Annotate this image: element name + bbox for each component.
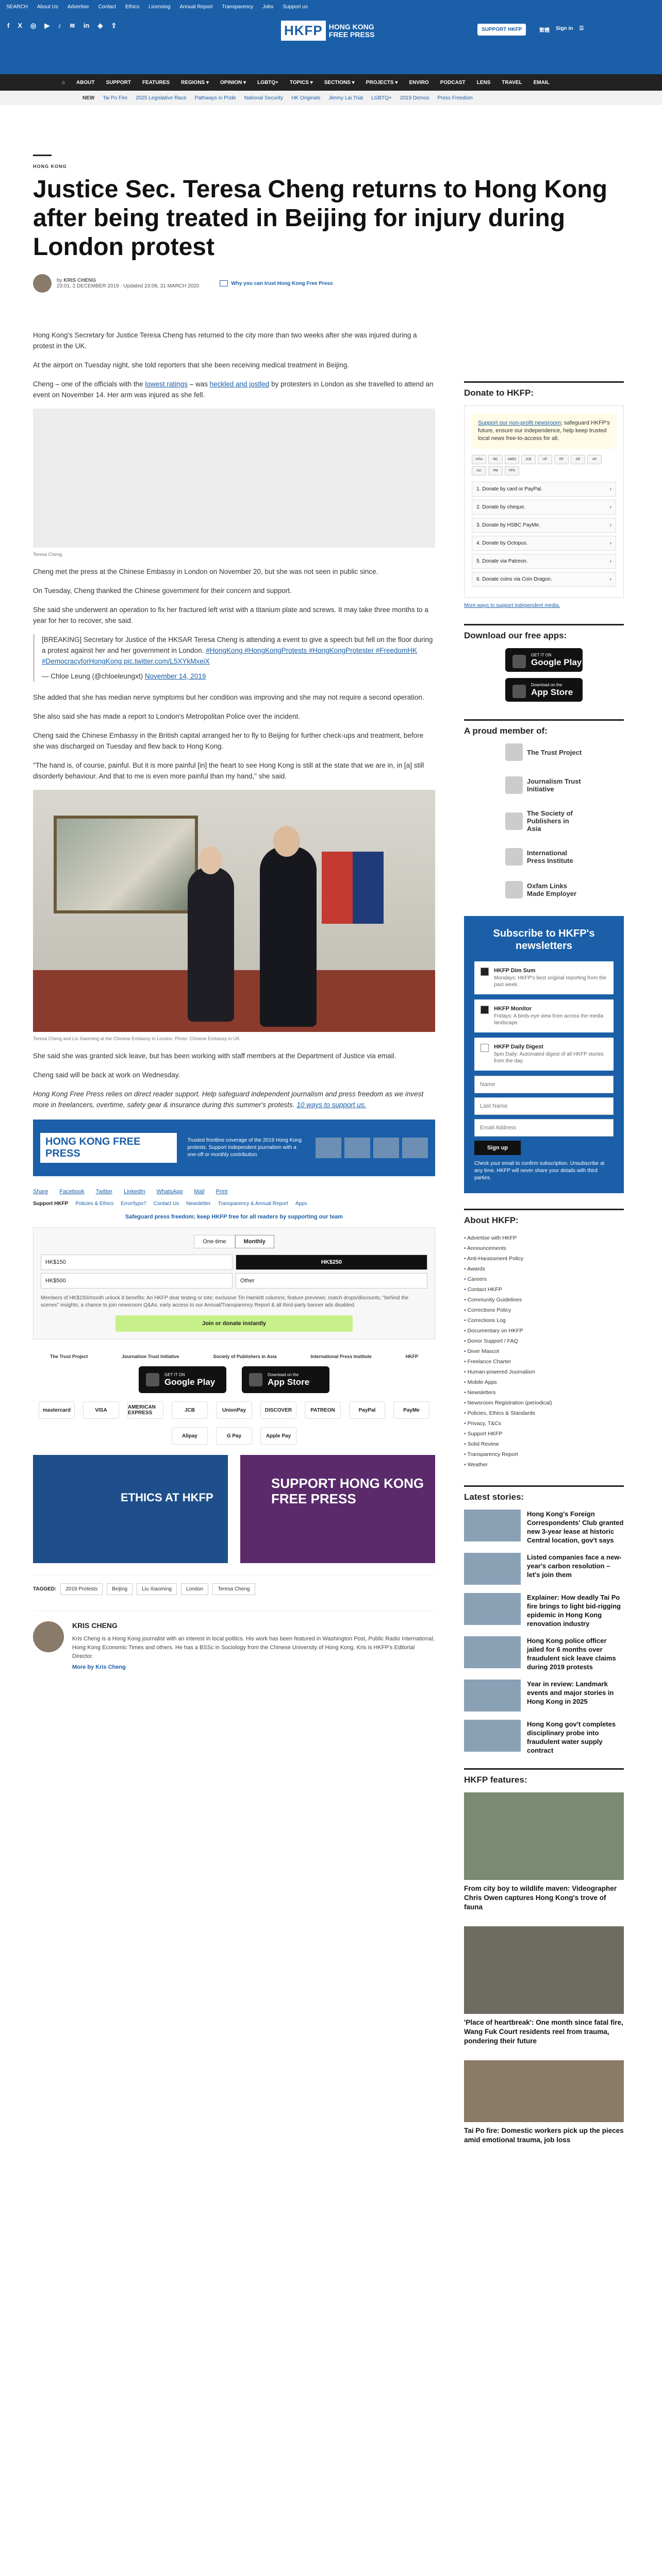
apps-heading: Download our free apps: — [464, 624, 624, 641]
payment-logo: Alipay — [172, 1427, 208, 1445]
author-name[interactable]: KRIS CHENG — [63, 278, 96, 283]
google-play-button[interactable]: GET IT ON Google Play — [139, 1366, 226, 1393]
tags-label: TAGGED: — [33, 1586, 57, 1592]
nav-item[interactable]: LENS — [476, 79, 491, 86]
footer-link[interactable]: Contact Us — [153, 1201, 179, 1207]
payment-logo: mastercard — [39, 1401, 75, 1419]
topbar-search[interactable]: SEARCH — [6, 4, 28, 10]
story-item[interactable]: Hong Kong gov't completes disciplinary probe into fraudulent water supply contract — [464, 1720, 624, 1755]
share-mail[interactable]: Mail — [194, 1189, 205, 1195]
footer-link[interactable]: Support HKFP — [33, 1201, 69, 1207]
trust-logo[interactable]: Society of Publishers in Asia — [213, 1354, 277, 1359]
card-logo: UP — [538, 455, 552, 464]
footer-link[interactable]: Newsletter — [186, 1201, 211, 1207]
site-logo[interactable] — [281, 21, 374, 41]
image-caption: Teresa Cheng. — [33, 552, 63, 557]
latest-stories — [464, 1485, 624, 1755]
nav-item[interactable]: TRAVEL — [502, 79, 522, 86]
topbar-link[interactable]: Transparency — [222, 4, 254, 10]
nav-item[interactable]: REGIONS ▾ — [181, 79, 209, 86]
payment-logo: Apple Pay — [260, 1427, 296, 1445]
trust-logo[interactable]: Journalism Trust Initiative — [122, 1354, 179, 1359]
trust-label: Why you can trust Hong Kong Free Press — [231, 280, 333, 286]
tag[interactable]: 2019 Protests — [60, 1583, 103, 1595]
newsletter-option[interactable]: HKFP Daily Digest 5pm Daily: Automated digest of all HKFP stories from the day. — [474, 1038, 614, 1071]
donate-option[interactable]: 2. Donate by cheque. › — [472, 500, 616, 515]
photo-caption: Teresa Cheng and Liu Xiaoming at the Chinese Embassy in London. Photo: Chinese Embassy in UK. — [33, 1036, 241, 1041]
paragraph: She also said she has made a report to London's Metropolitan Police over the incident. — [33, 713, 301, 720]
payment-logo: VISA — [83, 1401, 119, 1419]
share-bar — [33, 1189, 435, 1195]
top-utility-bar — [0, 0, 662, 13]
nav-item[interactable]: ENVIRO — [409, 79, 429, 86]
title-rule — [33, 155, 52, 156]
donate-panel — [464, 405, 624, 598]
first-name-field[interactable]: Name — [474, 1076, 614, 1093]
member-logo[interactable]: The Trust Project — [505, 743, 583, 761]
about-link[interactable]: • Mobile Apps — [464, 1377, 624, 1387]
nav-item[interactable]: EMAIL — [533, 79, 550, 86]
feature-item[interactable]: Tai Po fire: Domestic workers pick up the pieces amid emotional trauma, job loss — [464, 2060, 624, 2145]
payment-logo: PayMe — [393, 1401, 429, 1419]
donate-intro: Support our non-profit newsroom; safeguard HKFP's future, ensure our independence, help keep trusted local news free-to-access for all. — [472, 413, 616, 449]
inline-link[interactable]: heckled and jostled — [209, 380, 270, 388]
about-link[interactable]: • Awards — [464, 1264, 624, 1274]
support-appeal: Hong Kong Free Press relies on direct reader support. Help safeguard independent journalism and press freedom as we invest more in freelancers, overtime, safety gear & insurance during this summer's protests. 10 ways to support us. — [33, 1090, 424, 1109]
trending-link[interactable]: 2019 Demos — [400, 95, 429, 101]
tweet-date-link[interactable]: November 14, 2019 — [144, 672, 206, 680]
about-link[interactable]: • Solid Review — [464, 1439, 624, 1449]
amount-option-selected[interactable]: HK$250 — [236, 1255, 427, 1270]
about-link[interactable]: • Community Guidelines — [464, 1295, 624, 1305]
article-body — [33, 330, 435, 1670]
story-thumbnail — [464, 1553, 521, 1585]
nav-item[interactable]: PODCAST — [440, 79, 466, 86]
header-actions — [539, 26, 584, 33]
author-bio: Kris Cheng is a Hong Kong journalist with an interest in local politics. His work has been featured in Washington Post, Public Radio International, Hong Kong Economic Times and others. He has a BSSc in Sociology from the Chinese University of Hong Kong. Kris is HKFP's Editorial Director. — [72, 1636, 435, 1659]
trust-logo[interactable]: The Trust Project — [49, 1354, 88, 1359]
card-logo: MC — [488, 455, 503, 464]
banner-subtitle: Trusted frontline coverage of the 2019 Hong Kong protests. Support independent journalism with a one-off or monthly contribution — [187, 1138, 302, 1158]
video-title: ETHICS AT HKFP — [121, 1491, 213, 1504]
chevron-right-icon: › — [609, 486, 611, 492]
about-link[interactable]: • Newsroom Registration (periodical) — [464, 1398, 624, 1408]
about-link[interactable]: • Careers — [464, 1274, 624, 1284]
payment-logo: PayPal — [349, 1401, 385, 1419]
about-link[interactable]: • Anti-Harassment Policy — [464, 1253, 624, 1264]
paragraph: Cheng said the Chinese Embassy in the British capital arranged her to fly to Beijing for further check-ups and treatment, before she was discharged on Tuesday and flew back to Hong Kong. — [33, 732, 424, 750]
donate-option[interactable]: 6. Donate coins via Coin Dragon. › — [472, 572, 616, 587]
donate-option[interactable]: 4. Donate by Octopus. › — [472, 536, 616, 551]
topbar-link[interactable]: Licensing — [148, 4, 171, 10]
about-link[interactable]: • Diver Mascot — [464, 1346, 624, 1357]
topbar-link[interactable]: Support us — [283, 4, 308, 10]
payment-logo: G Pay — [216, 1427, 252, 1445]
amount-option[interactable]: HK$500 — [41, 1273, 233, 1289]
feature-item[interactable]: From city boy to wildlife maven: Videographer Chris Owen captures Hong Kong's trove of fauna — [464, 1792, 624, 1912]
trust-logos-row — [33, 1354, 435, 1359]
logo-wordmark: HONG KONG FREE PRESS — [328, 22, 375, 39]
home-icon[interactable]: ⌂ — [62, 79, 65, 86]
member-logos — [464, 743, 624, 899]
language-switch[interactable]: 繁體 — [539, 28, 550, 33]
newsletter-option[interactable]: HKFP Monitor Fridays: A birds-eye view from across the media landscape. — [474, 999, 614, 1032]
support-hkfp-button[interactable]: SUPPORT HKFP — [477, 24, 526, 36]
about-link[interactable]: • Contact HKFP — [464, 1284, 624, 1295]
member-logo[interactable]: Journalism Trust Initiative — [505, 776, 583, 794]
topbar-link[interactable]: Advertise — [67, 4, 89, 10]
nav-item[interactable]: PROJECTS ▾ — [366, 79, 398, 86]
card-logo: AMEX — [505, 455, 519, 464]
donation-widget — [33, 1227, 435, 1340]
author-name[interactable]: KRIS CHENG — [72, 1621, 118, 1630]
app-store-button[interactable]: Download on the App Store — [505, 678, 583, 702]
google-play-icon — [512, 655, 526, 668]
x-icon[interactable]: X — [18, 22, 23, 29]
story-item[interactable]: Hong Kong police officer jailed for 6 months over fraudulent sick leave claims during 2019 protests — [464, 1636, 624, 1671]
banner-title: HONG KONG FREE PRESS — [40, 1133, 177, 1163]
card-logo: AP — [587, 455, 602, 464]
newsletter-heading: Subscribe to HKFP's newsletters — [493, 928, 595, 952]
topbar-link[interactable]: Jobs — [262, 4, 274, 10]
payment-methods — [33, 1401, 435, 1445]
paragraph: She said she was granted sick leave, but has been working with staff members at the Department of Justice via email. — [33, 1052, 396, 1060]
payment-logo: UnionPay — [216, 1401, 252, 1419]
menu-icon[interactable]: ☰ — [579, 26, 584, 31]
google-play-button[interactable]: GET IT ON Google Play — [505, 648, 583, 672]
tag[interactable]: Liu Xiaoming — [137, 1583, 177, 1595]
app-store-button[interactable]: Download on the App Store — [242, 1366, 329, 1393]
tag[interactable]: London — [181, 1583, 208, 1595]
paragraph: She added that she has median nerve symptoms but her condition was improving and she may not require a second operation. — [33, 693, 424, 701]
about-link[interactable]: • Documentary on HKFP — [464, 1326, 624, 1336]
donate-option[interactable]: 3. Donate by HSBC PayMe. › — [472, 518, 616, 533]
about-link[interactable]: • Announcements — [464, 1243, 624, 1253]
paragraph: She said she underwent an operation to fix her fractured left wrist with a titanium plate and screws. It may take three months to a year for her to recover, she said. — [33, 606, 428, 624]
member-benefits-note: Members of HK$150/month unlock 8 benefits: An HKFP dear testing or tote; exclusive Tin Hamlett columns; feature previews; match drops/discounts; "behind the scenes" insights; a chance to join newsroom Q&As; early access to our Annual/Transparency Report & all third-party banner ads disabled. — [41, 1295, 409, 1308]
card-logo: JCB — [521, 455, 536, 464]
email-field[interactable]: Email Address — [474, 1119, 614, 1137]
footer-link[interactable]: Error/typo? — [121, 1201, 146, 1207]
sign-up-button[interactable]: Sign up — [474, 1141, 521, 1155]
card-logo: ALI — [472, 466, 486, 476]
newsletter-signup — [464, 916, 624, 1193]
footer-link[interactable]: Transparency & Annual Report — [218, 1201, 288, 1207]
ethics-video[interactable] — [33, 1455, 228, 1563]
card-logo: GP — [571, 455, 585, 464]
paragraph: Cheng said will be back at work on Wednesday. — [33, 1071, 180, 1079]
nav-item[interactable]: SUPPORT — [106, 79, 131, 86]
byline: by KRIS CHENG 23:01, 2 DECEMBER 2019 · Updated 23:08, 31 MARCH 2020 Why you can trust Hong Kong Free Press — [33, 274, 333, 293]
member-logo[interactable]: Oxfam Links Made Employer — [505, 881, 583, 899]
story-thumbnail — [464, 1510, 521, 1541]
trust-logo[interactable]: HKFP — [405, 1354, 419, 1359]
monthly-option[interactable]: Monthly — [235, 1235, 274, 1248]
publish-date: 23:01, 2 DECEMBER 2019 — [57, 283, 119, 289]
topbar-link[interactable]: Contact — [98, 4, 116, 10]
about-heading: About HKFP: — [464, 1209, 624, 1226]
about-link[interactable]: • Donor Support / FAQ — [464, 1336, 624, 1346]
donate-heading: Donate to HKFP: — [464, 381, 624, 398]
inline-link[interactable]: lowest ratings — [145, 380, 188, 388]
story-thumbnail — [464, 1593, 521, 1625]
apple-icon — [512, 685, 526, 698]
latest-heading: Latest stories: — [464, 1485, 624, 1502]
banner-images — [316, 1138, 428, 1158]
paragraph: "The hand is, of course, painful. But it is more painful [in] the heart to see Hong Kong is still at the state that we are in, in [a] still disorderly behaviour. And that to me is even more painful than my hand," she said. — [33, 761, 424, 780]
author-avatar[interactable] — [33, 1621, 64, 1652]
features-heading: HKFP features: — [464, 1768, 624, 1785]
tweet-hashtags[interactable]: #HongKong #HongKongProtests #HongKongProtester #FreedomHK #DemocracyforHongKong pic.twitter.com/L5XYkMxeiX — [42, 647, 417, 665]
new-label: NEW — [82, 95, 95, 101]
paragraph: Cheng – one of the officials with the lowest ratings – was heckled and jostled by protesters in London as she travelled to attend an event on November 14. Her arm was injured as she fell. — [33, 380, 434, 399]
paragraph: On Tuesday, Cheng thanked the Chinese government for their concern and support. — [33, 587, 292, 595]
join-donate-button[interactable]: Join or donate instantly — [115, 1315, 353, 1332]
support-banner[interactable] — [33, 1120, 435, 1176]
rss-icon[interactable]: ⇪ — [111, 22, 117, 29]
nav-item[interactable]: FEATURES — [142, 79, 170, 86]
more-by-author-link[interactable]: More by Kris Cheng — [72, 1664, 126, 1670]
author-box — [33, 1611, 435, 1670]
story-thumbnail — [464, 1720, 521, 1752]
donate-option[interactable]: 1. Donate by card or PayPal. › — [472, 482, 616, 497]
checkbox-checked[interactable] — [481, 968, 489, 976]
safeguard-heading: Safeguard press freedom; keep HKFP free for all readers by supporting our team — [125, 1214, 343, 1220]
trust-logo[interactable]: International Press Institute — [310, 1354, 372, 1359]
author-avatar[interactable] — [33, 274, 52, 293]
nav-item[interactable]: TOPICS ▾ — [289, 79, 313, 86]
amount-other[interactable]: Other — [236, 1273, 427, 1289]
social-icons — [7, 22, 117, 30]
about-link[interactable]: • Advertise with HKFP — [464, 1233, 624, 1243]
member-logo[interactable]: International Press Institute — [505, 848, 583, 866]
nav-item[interactable]: SECTIONS ▾ — [324, 79, 355, 86]
more-ways-link[interactable]: More ways to support independent media. — [464, 603, 560, 608]
app-store-buttons — [33, 1366, 435, 1393]
nav-item[interactable]: LGBTQ+ — [257, 79, 278, 86]
card-logo: PM — [488, 466, 503, 476]
share-label: Share — [33, 1189, 48, 1195]
story-thumbnail — [464, 1636, 521, 1668]
sidebar — [464, 381, 624, 2159]
feature-image — [464, 1926, 624, 2014]
payment-logo: JCB — [172, 1401, 208, 1419]
threads-icon[interactable]: ≋ — [69, 22, 75, 29]
story-thumbnail — [464, 1680, 521, 1711]
chevron-right-icon: › — [609, 540, 611, 546]
paragraph: At the airport on Tuesday night, she told reporters that she been receiving medical treatment in Beijing. — [33, 361, 350, 369]
article-tags — [33, 1574, 435, 1595]
card-logo: PP — [554, 455, 569, 464]
card-logos — [472, 455, 616, 476]
trending-link[interactable]: LGBTQ+ — [371, 95, 392, 101]
tag[interactable]: Beijing — [107, 1583, 133, 1595]
checkbox-checked[interactable] — [481, 1006, 489, 1014]
linkedin-icon[interactable]: in — [83, 22, 90, 29]
support-link[interactable]: 10 ways to support us. — [296, 1101, 367, 1109]
footer-links — [33, 1201, 435, 1207]
trending-bar — [0, 91, 662, 105]
chevron-right-icon: › — [609, 558, 611, 564]
footer-link[interactable]: Apps — [295, 1201, 307, 1207]
nav-item[interactable]: ABOUT — [76, 79, 95, 86]
nav-item[interactable]: OPINION ▾ — [220, 79, 246, 86]
last-name-field[interactable]: Last Name — [474, 1097, 614, 1115]
member-logo[interactable]: The Society of Publishers in Asia — [505, 809, 583, 833]
story-item[interactable]: Year in review: Landmark events and major stories in Hong Kong in 2025 — [464, 1680, 624, 1711]
trending-link[interactable]: Pathways in Pride — [194, 95, 236, 101]
paragraph: Cheng met the press at the Chinese Embassy in London on November 20, but she was not seen in public since. — [33, 568, 378, 575]
facebook-icon[interactable]: f — [7, 22, 10, 29]
share-print[interactable]: Print — [216, 1189, 228, 1195]
one-time-option[interactable]: One-time — [194, 1235, 235, 1248]
paragraph: Hong Kong's Secretary for Justice Teresa Cheng has returned to the city more than two weeks after she was injured during a protest in the UK. — [33, 331, 417, 350]
footer-link[interactable]: Policies & Ethics — [75, 1201, 114, 1207]
article-photo — [33, 790, 435, 1032]
share-twitter[interactable]: Twitter — [95, 1189, 113, 1195]
amount-options — [41, 1255, 427, 1289]
trust-link[interactable] — [220, 280, 333, 286]
story-item[interactable]: Listed companies face a new-year's carbon resolution – let's join them — [464, 1553, 624, 1585]
tiktok-icon[interactable]: ♪ — [58, 22, 61, 29]
trust-icon — [220, 280, 228, 286]
about-link[interactable]: • Newsletters — [464, 1387, 624, 1398]
about-link[interactable]: • Freelance Charter — [464, 1357, 624, 1367]
payment-logo: PATREON — [305, 1401, 341, 1419]
about-link[interactable]: • Transparency Report — [464, 1449, 624, 1460]
payment-logo: DISCOVER — [260, 1401, 296, 1419]
google-play-icon — [146, 1373, 159, 1386]
main-navigation — [0, 74, 662, 91]
about-link[interactable]: • Corrections Policy — [464, 1305, 624, 1315]
youtube-icon[interactable]: ▶ — [44, 22, 50, 29]
trending-link[interactable]: HK Originals — [291, 95, 321, 101]
donate-option[interactable]: 5. Donate via Patreon. › — [472, 554, 616, 569]
chevron-right-icon: › — [609, 577, 611, 582]
about-links — [464, 1233, 624, 1470]
about-link[interactable]: • Support HKFP — [464, 1429, 624, 1439]
amount-option[interactable]: HK$150 — [41, 1255, 233, 1270]
about-link[interactable]: • Corrections Log — [464, 1315, 624, 1326]
share-facebook[interactable]: Facebook — [59, 1189, 85, 1195]
article-title: Justice Sec. Teresa Cheng returns to Hong Kong after being treated in Beijing for injury during London protest — [33, 176, 607, 261]
feature-item[interactable]: 'Place of heartbreak': One month since fatal fire, Wang Fuk Court residents reel from trauma, pondering their future — [464, 1926, 624, 2046]
feature-image — [464, 1792, 624, 1880]
newsletter-option[interactable]: HKFP Dim Sum Mondays: HKFP's best original reporting from the past week. — [474, 961, 614, 994]
embedded-tweet — [33, 634, 435, 682]
frequency-toggle — [41, 1235, 427, 1248]
about-link[interactable]: • Privacy, T&Cs — [464, 1418, 624, 1429]
video-promos — [33, 1455, 435, 1563]
trending-link[interactable]: Jimmy Lai Trial — [328, 95, 363, 101]
donate-intro-link[interactable]: Support our non-profit newsroom — [478, 420, 561, 426]
members-heading: A proud member of: — [464, 719, 624, 736]
feature-image — [464, 2060, 624, 2122]
trending-link[interactable]: Press Freedom — [437, 95, 473, 101]
tweet-attribution: — Chloe Leung (@chloeleungxt) November 14, 2019 — [42, 672, 206, 680]
chevron-right-icon: › — [609, 522, 611, 528]
article-image — [33, 409, 435, 548]
about-link[interactable]: • Weather — [464, 1460, 624, 1470]
trending-link[interactable]: National Security — [244, 95, 284, 101]
card-logo: FPS — [505, 466, 519, 476]
instagram-icon[interactable]: ◎ — [30, 22, 37, 29]
section-label[interactable]: HONG KONG — [33, 164, 67, 169]
logo-mark: HKFP — [281, 21, 326, 41]
sidebar-app-buttons — [464, 648, 624, 702]
newsletter-note: Check your email to confirm subscription. Unsubscribe at any time. HKFP will never share your details with third parties. — [474, 1161, 605, 1181]
about-link[interactable]: • Policies, Ethics & Standards — [464, 1408, 624, 1418]
story-item[interactable]: Hong Kong's Foreign Correspondents' Club granted new 3-year lease at historic Central location, gov't says — [464, 1510, 624, 1545]
payment-logo: AMERICAN EXPRESS — [127, 1401, 163, 1419]
checkbox-unchecked[interactable] — [481, 1044, 489, 1052]
by-label: by — [57, 278, 62, 283]
tag[interactable]: Teresa Cheng — [212, 1583, 255, 1595]
updated-date: Updated 23:08, 31 MARCH 2020 — [123, 283, 200, 289]
card-logo: VISA — [472, 455, 486, 464]
trending-link[interactable]: Tai Po Fire — [103, 95, 128, 101]
support-video[interactable] — [240, 1455, 435, 1563]
video-title: SUPPORT HONG KONG FREE PRESS — [271, 1476, 424, 1506]
trending-link[interactable]: 2025 Legislative Race — [136, 95, 187, 101]
telegram-icon[interactable]: ◈ — [97, 22, 103, 29]
tweet-text: [BREAKING] Secretary for Justice of the HKSAR Teresa Cheng is attending a event to give a speech but fell on the floor during a protest against her and her government in London. #HongKong #HongKongProtests #HongKongProtester #FreedomHK #DemocracyforHongKong pic.twitter.com/L5XYkMxeiX — [42, 636, 433, 665]
chevron-right-icon: › — [609, 504, 611, 510]
topbar-link[interactable]: About Us — [37, 4, 58, 10]
topbar-link[interactable]: Ethics — [125, 4, 140, 10]
share-linkedin[interactable]: LinkedIn — [124, 1189, 145, 1195]
topbar-link[interactable]: Annual Report — [179, 4, 213, 10]
about-link[interactable]: • Human-powered Journalism — [464, 1367, 624, 1377]
sign-in-link[interactable]: Sign in — [556, 26, 573, 31]
share-whatsapp[interactable]: WhatsApp — [156, 1189, 183, 1195]
apple-icon — [249, 1373, 262, 1386]
story-item[interactable]: Explainer: How deadly Tai Po fire brings to light bid-rigging epidemic in Hong Kong renovation industry — [464, 1593, 624, 1628]
